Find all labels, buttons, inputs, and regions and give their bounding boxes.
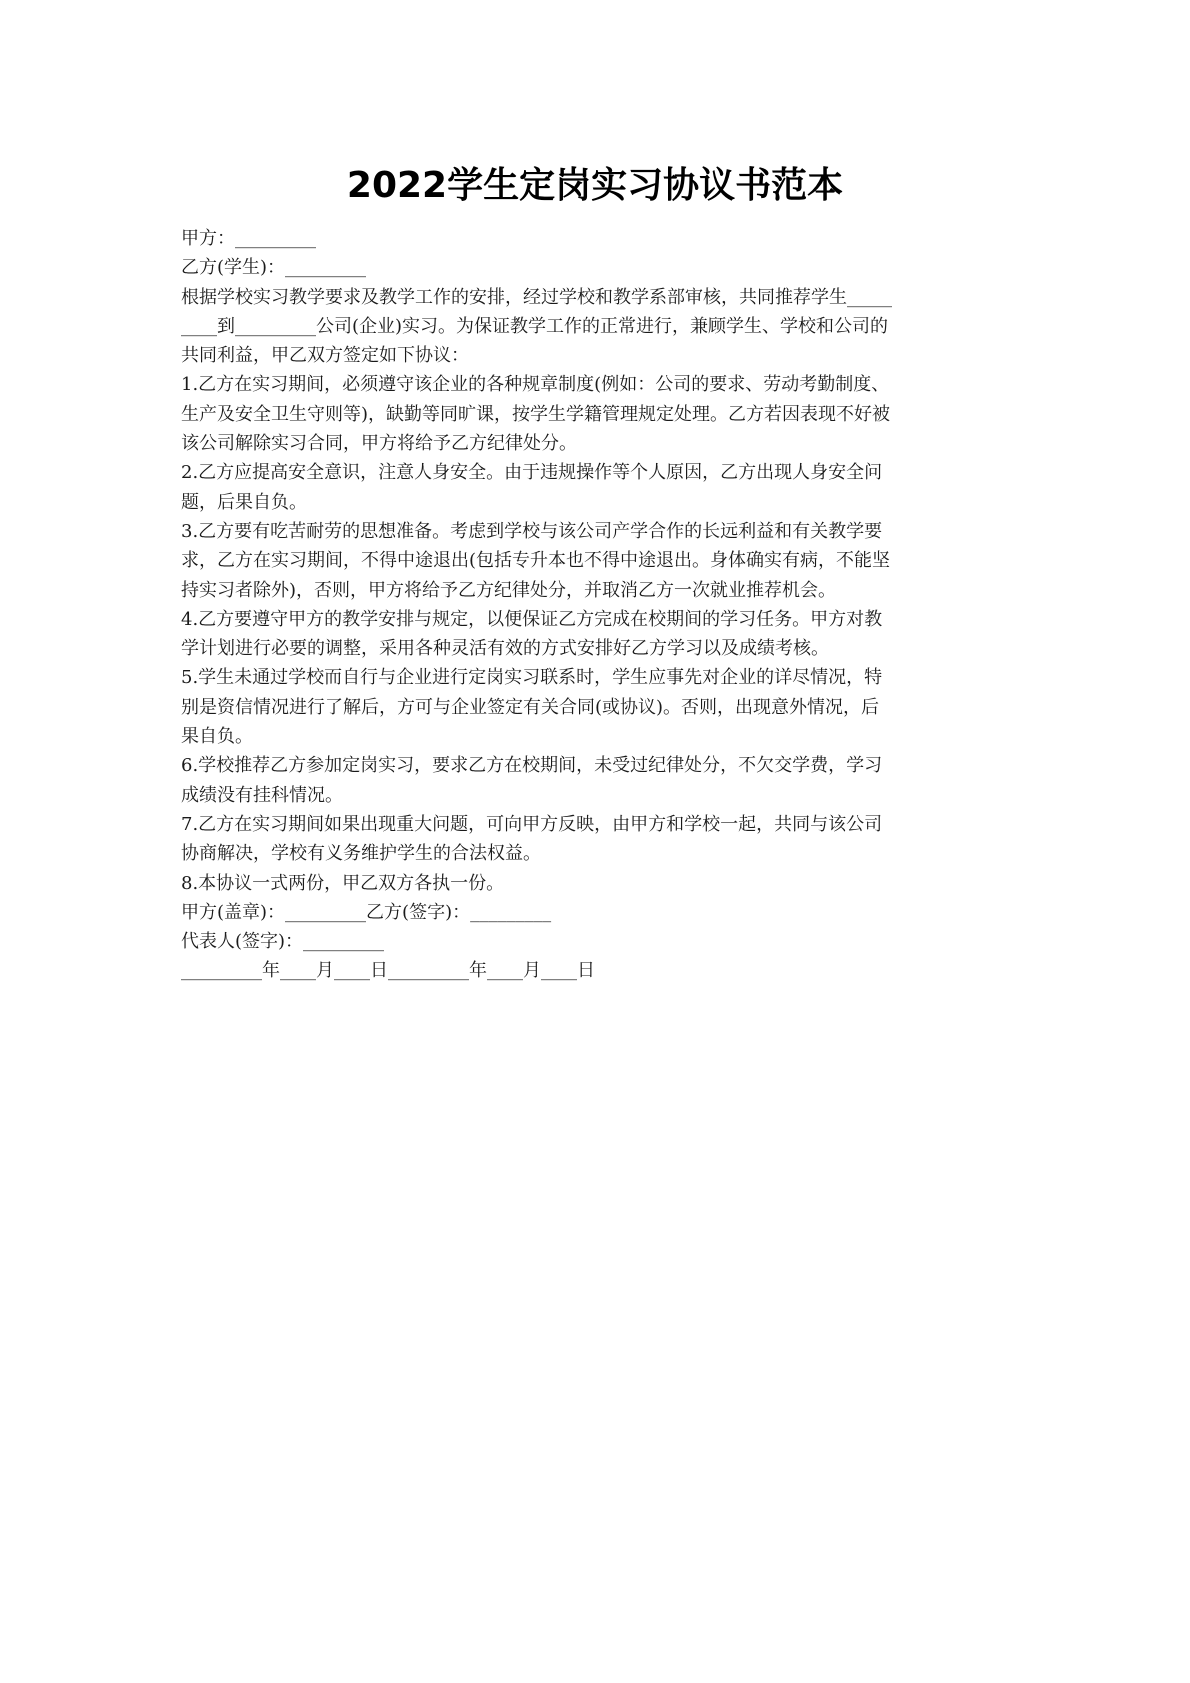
clause-8-line: 8.本协议一式两份，甲乙双方各执一份。 xyxy=(181,872,505,894)
clause-4-line: 学计划进行必要的调整，采用各种灵活有效的方式安排好乙方学习以及成绩考核。 xyxy=(181,638,829,660)
clause-5-line: 别是资信情况进行了解后，方可与企业签定有关合同(或协议)。否则，出现意外情况，后 xyxy=(181,696,880,718)
clause-7-line: 7.乙方在实习期间如果出现重大问题，可向甲方反映，由甲方和学校一起，共同与该公司 xyxy=(181,813,883,835)
clause-1-line: 生产及安全卫生守则等)，缺勤等同旷课，按学生学籍管理规定处理。乙方若因表现不好被 xyxy=(181,403,891,425)
intro-paragraph-line: 共同利益，甲乙双方签定如下协议： xyxy=(181,345,469,367)
party-b-line: 乙方(学生)：_________ xyxy=(181,257,367,279)
intro-paragraph-line: 根据学校实习教学要求及教学工作的安排，经过学校和教学系部审核，共同推荐学生_____ xyxy=(181,286,892,308)
clause-2-line: 题，后果自负。 xyxy=(181,491,307,513)
party-a-line: 甲方：_________ xyxy=(181,228,316,249)
date-line: _________年____月____日_________年____月____日 xyxy=(181,960,595,982)
clause-6-line: 成绩没有挂科情况。 xyxy=(181,784,343,806)
representative-signature-line: 代表人(签字)：_________ xyxy=(181,931,385,953)
document-title: 2022学生定岗实习协议书范本 xyxy=(346,165,844,206)
clause-6-line: 6.学校推荐乙方参加定岗实习，要求乙方在校期间，未受过纪律处分，不欠交学费，学习 xyxy=(181,755,883,777)
clause-1-line: 该公司解除实习合同，甲方将给予乙方纪律处分。 xyxy=(181,433,577,455)
signature-line: 甲方(盖章)：_________乙方(签字)：_________ xyxy=(181,901,552,923)
clause-5-line: 5.学生未通过学校而自行与企业进行定岗实习联系时，学生应事先对企业的详尽情况，特 xyxy=(181,667,883,689)
clause-1-line: 1.乙方在实习期间，必须遵守该企业的各种规章制度(例如：公司的要求、劳动考勤制度、 xyxy=(181,374,890,396)
clause-3-line: 持实习者除外)，否则，甲方将给予乙方纪律处分，并取消乙方一次就业推荐机会。 xyxy=(181,579,837,601)
clause-2-line: 2.乙方应提高安全意识，注意人身安全。由于违规操作等个人原因，乙方出现人身安全问 xyxy=(181,462,883,484)
clause-5-line: 果自负。 xyxy=(181,726,253,748)
clause-3-line: 求，乙方在实习期间，不得中途退出(包括专升本也不得中途退出。身体确实有病，不能坚 xyxy=(181,550,891,572)
clause-7-line: 协商解决，学校有义务维护学生的合法权益。 xyxy=(181,843,541,865)
clause-4-line: 4.乙方要遵守甲方的教学安排与规定，以便保证乙方完成在校期间的学习任务。甲方对教 xyxy=(181,608,883,630)
clause-3-line: 3.乙方要有吃苦耐劳的思想准备。考虑到学校与该公司产学合作的长远利益和有关教学要 xyxy=(181,520,883,542)
intro-paragraph-line: ____到_________公司(企业)实习。为保证教学工作的正常进行，兼顾学生、学校和公司的 xyxy=(181,315,889,337)
document-body xyxy=(181,224,1011,986)
